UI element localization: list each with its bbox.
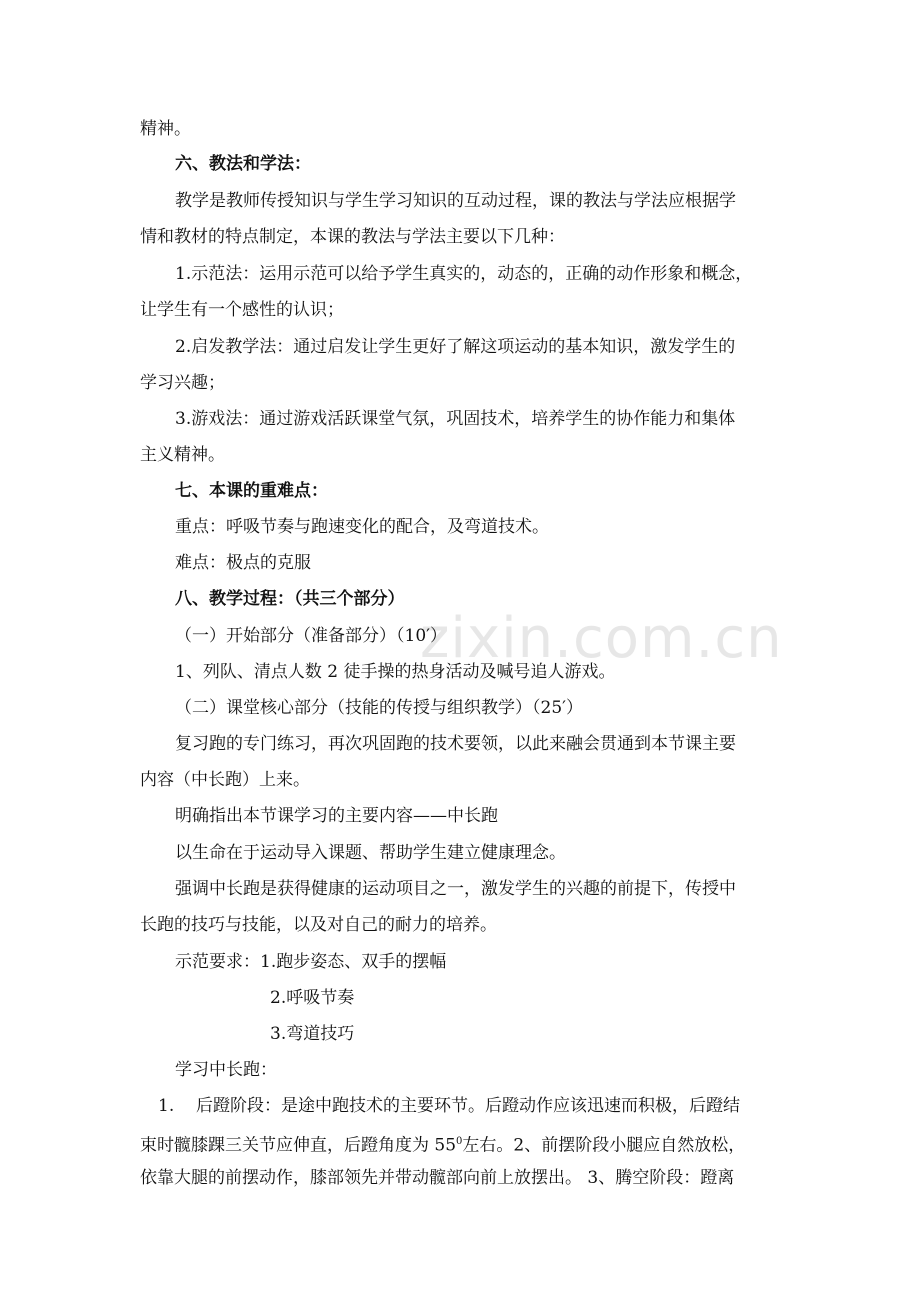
watermark: zixin.com.cn	[420, 606, 783, 671]
text-line: 重点：呼吸节奏与跑速变化的配合，及弯道技术。	[175, 517, 549, 537]
text-line: 3.游戏法：通过游戏活跃课堂气氛，巩固技术，培养学生的协作能力和集体	[175, 409, 736, 429]
superscript: 0	[456, 1136, 463, 1147]
text-line: 以生命在于运动导入课题、帮助学生建立健康理念。	[175, 843, 566, 863]
text-line: 1.示范法：运用示范可以给予学生真实的，动态的，正确的动作形象和概念，	[175, 264, 753, 284]
text-line: 精神。	[140, 119, 191, 139]
text-line: 情和教材的特点制定，本课的教法与学法主要以下几种：	[140, 227, 565, 247]
text-line: 依靠大腿的前摆动作，膝部领先并带动髋部向前上放摆出。 3、腾空阶段：蹬离	[140, 1168, 735, 1188]
text-line: 1、列队、清点人数 2 徒手操的热身活动及喊号追人游戏。	[175, 662, 616, 682]
section-heading: 八、教学过程：（共三个部分）	[175, 589, 405, 609]
text-line: 主义精神。	[140, 445, 225, 465]
text-line: 复习跑的专门练习，再次巩固跑的技术要领，以此来融会贯通到本节课主要	[175, 734, 736, 754]
text-line: 学习中长跑：	[175, 1060, 277, 1080]
text-line: （一）开始部分（准备部分）（10′）	[175, 626, 447, 646]
text-segment: 左右。2、前摆阶段小腿应自然放松，	[462, 1135, 746, 1156]
text-line: （二）课堂核心部分（技能的传授与组织教学）（25′）	[175, 698, 583, 718]
text-line: 强调中长跑是获得健康的运动项目之一，激发学生的兴趣的前提下，传授中	[175, 879, 736, 899]
text-line: 2.呼吸节奏	[270, 988, 355, 1008]
section-heading: 七、本课的重难点：	[175, 481, 328, 501]
text-line: 3.弯道技巧	[270, 1024, 355, 1044]
text-segment: 束时髋膝踝三关节应伸直，后蹬角度为 55	[140, 1135, 457, 1156]
text-line: 2.启发教学法：通过启发让学生更好了解这项运动的基本知识，激发学生的	[175, 337, 736, 357]
text-line: 学习兴趣；	[140, 373, 225, 393]
text-line: 难点：极点的克服	[175, 553, 311, 573]
text-line: 明确指出本节课学习的主要内容——中长跑	[175, 806, 498, 826]
text-line: 长跑的技巧与技能，以及对自己的耐力的培养。	[140, 915, 497, 935]
text-line	[140, 1131, 745, 1157]
section-heading: 六、教法和学法：	[175, 154, 311, 174]
text-line: 教学是教师传授知识与学生学习知识的互动过程，课的教法与学法应根据学	[175, 191, 736, 211]
text-line: 后蹬阶段：是途中跑技术的主要环节。后蹬动作应该迅速而积极，后蹬结	[196, 1096, 740, 1116]
text-line: 让学生有一个感性的认识；	[140, 300, 344, 320]
text-line: 内容（中长跑）上来。	[140, 770, 310, 790]
list-number: 1.	[158, 1096, 175, 1116]
text-line: 示范要求：1.跑步姿态、双手的摆幅	[175, 952, 447, 972]
